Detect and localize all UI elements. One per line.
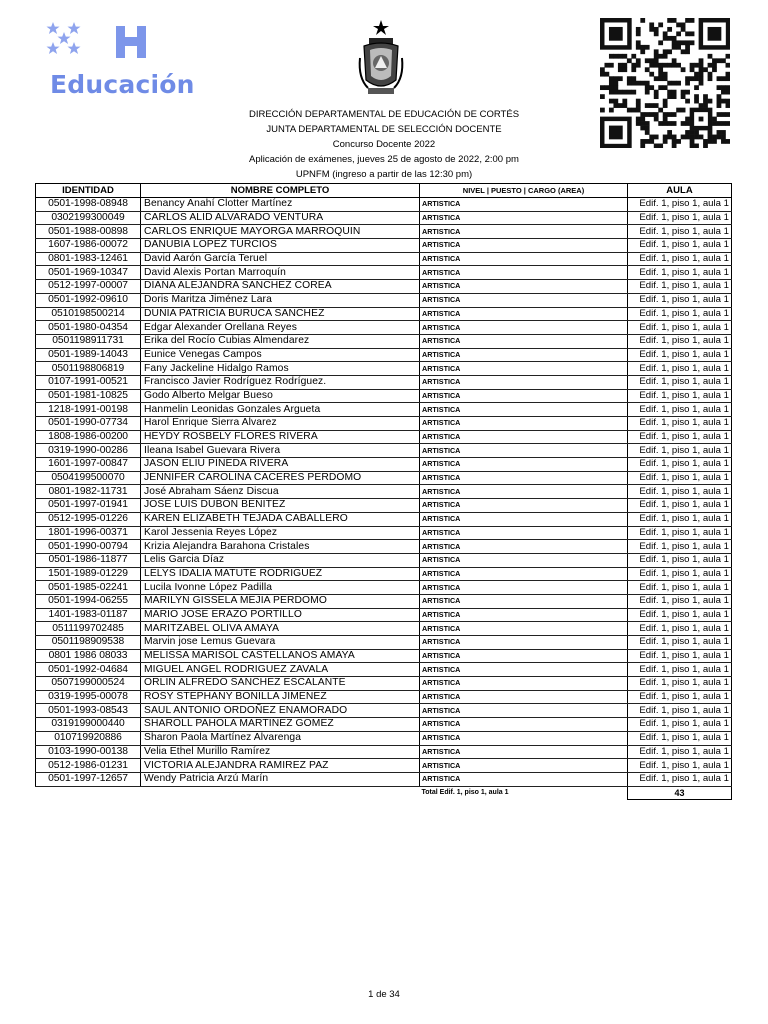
- header-board: JUNTA DEPARTAMENTAL DE SELECCIÓN DOCENTE: [266, 124, 502, 135]
- cell-level: ARTISTICA: [420, 239, 628, 253]
- cell-id: 0501-1980-04354: [36, 321, 141, 335]
- cell-name: Lucila Ivonne López Padilla: [141, 581, 420, 595]
- cell-aula: Edif. 1, piso 1, aula 1: [628, 198, 732, 212]
- cell-aula: Edif. 1, piso 1, aula 1: [628, 348, 732, 362]
- table-row: [36, 745, 732, 759]
- table-row: [36, 553, 732, 567]
- cell-level: ARTISTICA: [420, 430, 628, 444]
- cell-id: 0501-1985-02241: [36, 581, 141, 595]
- cell-name: Fany Jackeline Hidalgo Ramos: [141, 362, 420, 376]
- cell-name: Ileana Isabel Guevara Rivera: [141, 444, 420, 458]
- table-row: [36, 704, 732, 718]
- cell-id: 0501-1989-14043: [36, 348, 141, 362]
- table-row: [36, 403, 732, 417]
- cell-level: ARTISTICA: [420, 512, 628, 526]
- cell-level: ARTISTICA: [420, 334, 628, 348]
- page-indicator: 1 de 34: [368, 989, 400, 1000]
- cell-name: Godo Alberto Melgar Bueso: [141, 389, 420, 403]
- cell-aula: Edif. 1, piso 1, aula 1: [628, 417, 732, 431]
- honduras-stars-h-icon: [44, 20, 164, 70]
- total-count: 43: [628, 786, 732, 799]
- cell-aula: Edif. 1, piso 1, aula 1: [628, 499, 732, 513]
- cell-id: 0107-1991-00521: [36, 375, 141, 389]
- cell-aula: Edif. 1, piso 1, aula 1: [628, 334, 732, 348]
- cell-name: Lelis Garcia Díaz: [141, 553, 420, 567]
- cell-level: ARTISTICA: [420, 608, 628, 622]
- cell-level: ARTISTICA: [420, 307, 628, 321]
- cell-level: ARTISTICA: [420, 485, 628, 499]
- cell-level: ARTISTICA: [420, 348, 628, 362]
- table-row: [36, 663, 732, 677]
- cell-name: CARLOS ENRIQUE MAYORGA MARROQUIN: [141, 225, 420, 239]
- educacion-logo: [44, 20, 219, 104]
- cell-aula: Edif. 1, piso 1, aula 1: [628, 581, 732, 595]
- cell-id: 0501-1992-09610: [36, 293, 141, 307]
- cell-level: ARTISTICA: [420, 759, 628, 773]
- cell-name: CARLOS ALID ALVARADO VENTURA: [141, 211, 420, 225]
- header-venue: UPNFM (ingreso a partir de las 12:30 pm): [295, 169, 473, 180]
- cell-name: José Abraham Sáenz Discua: [141, 485, 420, 499]
- cell-id: 1601-1997-00847: [36, 458, 141, 472]
- cell-aula: Edif. 1, piso 1, aula 1: [628, 731, 732, 745]
- cell-id: 0501-1988-00898: [36, 225, 141, 239]
- cell-aula: Edif. 1, piso 1, aula 1: [628, 293, 732, 307]
- table-row: [36, 677, 732, 691]
- table-row: [36, 280, 732, 294]
- document-header: [0, 107, 768, 182]
- column-header-id: IDENTIDAD: [36, 184, 141, 198]
- table-row: [36, 512, 732, 526]
- cell-name: DUNIA PATRICIA BURUCA SANCHEZ: [141, 307, 420, 321]
- cell-level: ARTISTICA: [420, 403, 628, 417]
- cell-id: 1808-1986-00200: [36, 430, 141, 444]
- table-row: [36, 444, 732, 458]
- cell-aula: Edif. 1, piso 1, aula 1: [628, 622, 732, 636]
- cell-level: ARTISTICA: [420, 499, 628, 513]
- cell-name: David Aarón García Teruel: [141, 252, 420, 266]
- table-row: [36, 266, 732, 280]
- cell-id: 0319-1990-00286: [36, 444, 141, 458]
- cell-id: 0319199000440: [36, 718, 141, 732]
- cell-name: Eunice Venegas Campos: [141, 348, 420, 362]
- table-row: [36, 499, 732, 513]
- roster-body: [36, 198, 732, 800]
- table-row: [36, 430, 732, 444]
- cell-aula: Edif. 1, piso 1, aula 1: [628, 677, 732, 691]
- cell-name: Erika del Rocío Cubias Almendarez: [141, 334, 420, 348]
- cell-aula: Edif. 1, piso 1, aula 1: [628, 704, 732, 718]
- total-label: Total Edif. 1, piso 1, aula 1: [421, 788, 509, 796]
- header-contest: Concurso Docente 2022: [332, 139, 436, 150]
- cell-name: Edgar Alexander Orellana Reyes: [141, 321, 420, 335]
- cell-id: 0302199300049: [36, 211, 141, 225]
- table-row: [36, 540, 732, 554]
- cell-id: 0510198500214: [36, 307, 141, 321]
- column-header-name: NOMBRE COMPLETO: [141, 184, 420, 198]
- column-header-level: NIVEL | PUESTO | CARGO (AREA): [420, 184, 628, 198]
- cell-level: ARTISTICA: [420, 636, 628, 650]
- cell-aula: Edif. 1, piso 1, aula 1: [628, 663, 732, 677]
- cell-name: Francisco Javier Rodríguez Rodríguez.: [141, 375, 420, 389]
- cell-aula: Edif. 1, piso 1, aula 1: [628, 321, 732, 335]
- table-row: [36, 293, 732, 307]
- cell-id: 1501-1989-01229: [36, 567, 141, 581]
- cell-id: 1401-1983-01187: [36, 608, 141, 622]
- cell-id: 0801-1983-12461: [36, 252, 141, 266]
- table-row: [36, 211, 732, 225]
- total-row: [36, 786, 732, 799]
- cell-level: ARTISTICA: [420, 567, 628, 581]
- table-row: [36, 471, 732, 485]
- table-row: [36, 198, 732, 212]
- cell-aula: Edif. 1, piso 1, aula 1: [628, 403, 732, 417]
- cell-id: 0501-1993-08543: [36, 704, 141, 718]
- cell-aula: Edif. 1, piso 1, aula 1: [628, 594, 732, 608]
- cell-aula: Edif. 1, piso 1, aula 1: [628, 444, 732, 458]
- cell-name: SHAROLL PAHOLA MARTINEZ GOMEZ: [141, 718, 420, 732]
- table-row: [36, 636, 732, 650]
- table-row: [36, 307, 732, 321]
- cell-name: JASON ELIU PINEDA RIVERA: [141, 458, 420, 472]
- cell-level: ARTISTICA: [420, 458, 628, 472]
- cell-level: ARTISTICA: [420, 375, 628, 389]
- cell-level: ARTISTICA: [420, 731, 628, 745]
- cell-id: 0501-1997-12657: [36, 772, 141, 786]
- cell-name: ORLIN ALFREDO SANCHEZ ESCALANTE: [141, 677, 420, 691]
- table-row: [36, 608, 732, 622]
- cell-name: David Alexis Portan Marroquín: [141, 266, 420, 280]
- cell-name: VICTORIA ALEJANDRA RAMIREZ PAZ: [141, 759, 420, 773]
- cell-id: 0501-1969-10347: [36, 266, 141, 280]
- cell-aula: Edif. 1, piso 1, aula 1: [628, 266, 732, 280]
- table-row: [36, 389, 732, 403]
- cell-level: ARTISTICA: [420, 444, 628, 458]
- cell-aula: Edif. 1, piso 1, aula 1: [628, 649, 732, 663]
- cell-level: ARTISTICA: [420, 690, 628, 704]
- table-row: [36, 321, 732, 335]
- cell-aula: Edif. 1, piso 1, aula 1: [628, 567, 732, 581]
- cell-id: 0801-1982-11731: [36, 485, 141, 499]
- logo-wordmark: Educación: [50, 70, 195, 99]
- cell-name: Krizia Alejandra Barahona Cristales: [141, 540, 420, 554]
- cell-name: MARIO JOSE ERAZO PORTILLO: [141, 608, 420, 622]
- cell-name: Hanmelin Leonidas Gonzales Argueta: [141, 403, 420, 417]
- header-exam-date: Aplicación de exámenes, jueves 25 de agosto de 2022, 2:00 pm: [249, 154, 519, 165]
- cell-level: ARTISTICA: [420, 745, 628, 759]
- cell-id: 1607-1986-00072: [36, 239, 141, 253]
- cell-id: 0501-1986-11877: [36, 553, 141, 567]
- cell-aula: Edif. 1, piso 1, aula 1: [628, 772, 732, 786]
- cell-level: ARTISTICA: [420, 417, 628, 431]
- cell-level: ARTISTICA: [420, 553, 628, 567]
- cell-id: 0501-1992-04684: [36, 663, 141, 677]
- cell-aula: Edif. 1, piso 1, aula 1: [628, 471, 732, 485]
- cell-id: 0504199500070: [36, 471, 141, 485]
- cell-aula: Edif. 1, piso 1, aula 1: [628, 512, 732, 526]
- cell-level: ARTISTICA: [420, 718, 628, 732]
- cell-level: ARTISTICA: [420, 663, 628, 677]
- cell-aula: Edif. 1, piso 1, aula 1: [628, 526, 732, 540]
- cell-id: 0501198806819: [36, 362, 141, 376]
- table-row: [36, 718, 732, 732]
- cell-aula: Edif. 1, piso 1, aula 1: [628, 759, 732, 773]
- cell-aula: Edif. 1, piso 1, aula 1: [628, 745, 732, 759]
- table-row: [36, 649, 732, 663]
- cell-level: ARTISTICA: [420, 293, 628, 307]
- table-row: [36, 622, 732, 636]
- cell-name: Marvin jose Lemus Guevara: [141, 636, 420, 650]
- cell-aula: Edif. 1, piso 1, aula 1: [628, 252, 732, 266]
- cell-aula: Edif. 1, piso 1, aula 1: [628, 636, 732, 650]
- cell-aula: Edif. 1, piso 1, aula 1: [628, 485, 732, 499]
- cell-level: ARTISTICA: [420, 677, 628, 691]
- table-row: [36, 239, 732, 253]
- cell-aula: Edif. 1, piso 1, aula 1: [628, 540, 732, 554]
- table-row: [36, 690, 732, 704]
- cell-level: ARTISTICA: [420, 252, 628, 266]
- cell-id: 0501-1981-10825: [36, 389, 141, 403]
- cell-id: 0512-1986-01231: [36, 759, 141, 773]
- cell-name: Karol Jessenia Reyes López: [141, 526, 420, 540]
- cell-aula: Edif. 1, piso 1, aula 1: [628, 553, 732, 567]
- column-header-aula: AULA: [628, 184, 732, 198]
- table-row: [36, 594, 732, 608]
- total-spacer: [36, 786, 141, 799]
- cell-id: 0501198909538: [36, 636, 141, 650]
- cell-name: Velia Ethel Murillo Ramírez: [141, 745, 420, 759]
- cell-aula: Edif. 1, piso 1, aula 1: [628, 430, 732, 444]
- cell-id: 0103-1990-00138: [36, 745, 141, 759]
- cell-id: 010719920886: [36, 731, 141, 745]
- cell-name: Wendy Patricia Arzú Marín: [141, 772, 420, 786]
- cell-aula: Edif. 1, piso 1, aula 1: [628, 362, 732, 376]
- cell-level: ARTISTICA: [420, 266, 628, 280]
- cell-name: DIANA ALEJANDRA SANCHEZ COREA: [141, 280, 420, 294]
- cell-level: ARTISTICA: [420, 772, 628, 786]
- cell-level: ARTISTICA: [420, 594, 628, 608]
- cell-aula: Edif. 1, piso 1, aula 1: [628, 280, 732, 294]
- cell-id: 0501-1997-01941: [36, 499, 141, 513]
- cell-id: 0319-1995-00078: [36, 690, 141, 704]
- cell-id: 0501-1990-00794: [36, 540, 141, 554]
- cell-name: LELYS IDALIA MATUTE RODRIGUEZ: [141, 567, 420, 581]
- header-direction: DIRECCIÓN DEPARTAMENTAL DE EDUCACIÓN DE CORTÉS: [248, 109, 520, 120]
- cell-name: DANUBIA LOPEZ TURCIOS: [141, 239, 420, 253]
- cell-level: ARTISTICA: [420, 622, 628, 636]
- cell-id: 0511199702485: [36, 622, 141, 636]
- cell-id: 0801 1986 08033: [36, 649, 141, 663]
- cell-id: 0512-1997-00007: [36, 280, 141, 294]
- cell-id: 0501-1990-07734: [36, 417, 141, 431]
- cell-name: MELISSA MARISOL CASTELLANOS AMAYA: [141, 649, 420, 663]
- cell-id: 0512-1995-01226: [36, 512, 141, 526]
- table-row: [36, 731, 732, 745]
- cell-name: MARILYN GISSELA MEJIA PERDOMO: [141, 594, 420, 608]
- cell-name: SAUL ANTONIO ORDOÑEZ ENAMORADO: [141, 704, 420, 718]
- cell-level: ARTISTICA: [420, 198, 628, 212]
- cell-name: MARITZABEL OLIVA AMAYA: [141, 622, 420, 636]
- table-row: [36, 458, 732, 472]
- cell-level: ARTISTICA: [420, 649, 628, 663]
- cell-name: JOSE LUIS DUBON BENITEZ: [141, 499, 420, 513]
- table-row: [36, 581, 732, 595]
- coat-of-arms-icon: [356, 18, 406, 102]
- total-spacer: [141, 786, 420, 799]
- cell-level: ARTISTICA: [420, 540, 628, 554]
- cell-aula: Edif. 1, piso 1, aula 1: [628, 690, 732, 704]
- cell-id: 1218-1991-00198: [36, 403, 141, 417]
- cell-id: 0501-1998-08948: [36, 198, 141, 212]
- cell-id: 1801-1996-00371: [36, 526, 141, 540]
- cell-name: Doris Maritza Jiménez Lara: [141, 293, 420, 307]
- cell-id: 0501-1994-06255: [36, 594, 141, 608]
- table-row: [36, 334, 732, 348]
- cell-aula: Edif. 1, piso 1, aula 1: [628, 375, 732, 389]
- cell-name: Harol Enrique Sierra Alvarez: [141, 417, 420, 431]
- table-row: [36, 759, 732, 773]
- cell-aula: Edif. 1, piso 1, aula 1: [628, 389, 732, 403]
- table-row: [36, 225, 732, 239]
- table-row: [36, 417, 732, 431]
- cell-name: Benancy Anahí Clotter Martínez: [141, 198, 420, 212]
- cell-level: ARTISTICA: [420, 471, 628, 485]
- cell-name: JENNIFER CAROLINA CACERES PERDOMO: [141, 471, 420, 485]
- cell-name: KAREN ELIZABETH TEJADA CABALLERO: [141, 512, 420, 526]
- cell-aula: Edif. 1, piso 1, aula 1: [628, 239, 732, 253]
- table-row: [36, 772, 732, 786]
- cell-id: 0501198911731: [36, 334, 141, 348]
- table-row: [36, 252, 732, 266]
- table-row: [36, 485, 732, 499]
- cell-aula: Edif. 1, piso 1, aula 1: [628, 211, 732, 225]
- cell-level: ARTISTICA: [420, 211, 628, 225]
- cell-name: ROSY STEPHANY BONILLA JIMENEZ: [141, 690, 420, 704]
- cell-aula: Edif. 1, piso 1, aula 1: [628, 225, 732, 239]
- table-row: [36, 526, 732, 540]
- cell-aula: Edif. 1, piso 1, aula 1: [628, 458, 732, 472]
- cell-aula: Edif. 1, piso 1, aula 1: [628, 718, 732, 732]
- cell-level: ARTISTICA: [420, 280, 628, 294]
- cell-level: ARTISTICA: [420, 389, 628, 403]
- table-row: [36, 348, 732, 362]
- cell-level: ARTISTICA: [420, 704, 628, 718]
- cell-level: ARTISTICA: [420, 225, 628, 239]
- applicant-roster-table: [35, 183, 732, 800]
- cell-level: ARTISTICA: [420, 526, 628, 540]
- cell-level: ARTISTICA: [420, 581, 628, 595]
- cell-name: HEYDY ROSBELY FLORES RIVERA: [141, 430, 420, 444]
- cell-aula: Edif. 1, piso 1, aula 1: [628, 608, 732, 622]
- table-header-row: [36, 184, 732, 198]
- cell-level: ARTISTICA: [420, 362, 628, 376]
- cell-level: ARTISTICA: [420, 321, 628, 335]
- cell-name: Sharon Paola Martínez Alvarenga: [141, 731, 420, 745]
- cell-aula: Edif. 1, piso 1, aula 1: [628, 307, 732, 321]
- table-row: [36, 362, 732, 376]
- cell-name: MIGUEL ANGEL RODRIGUEZ ZAVALA: [141, 663, 420, 677]
- cell-id: 0507199000524: [36, 677, 141, 691]
- table-row: [36, 375, 732, 389]
- table-row: [36, 567, 732, 581]
